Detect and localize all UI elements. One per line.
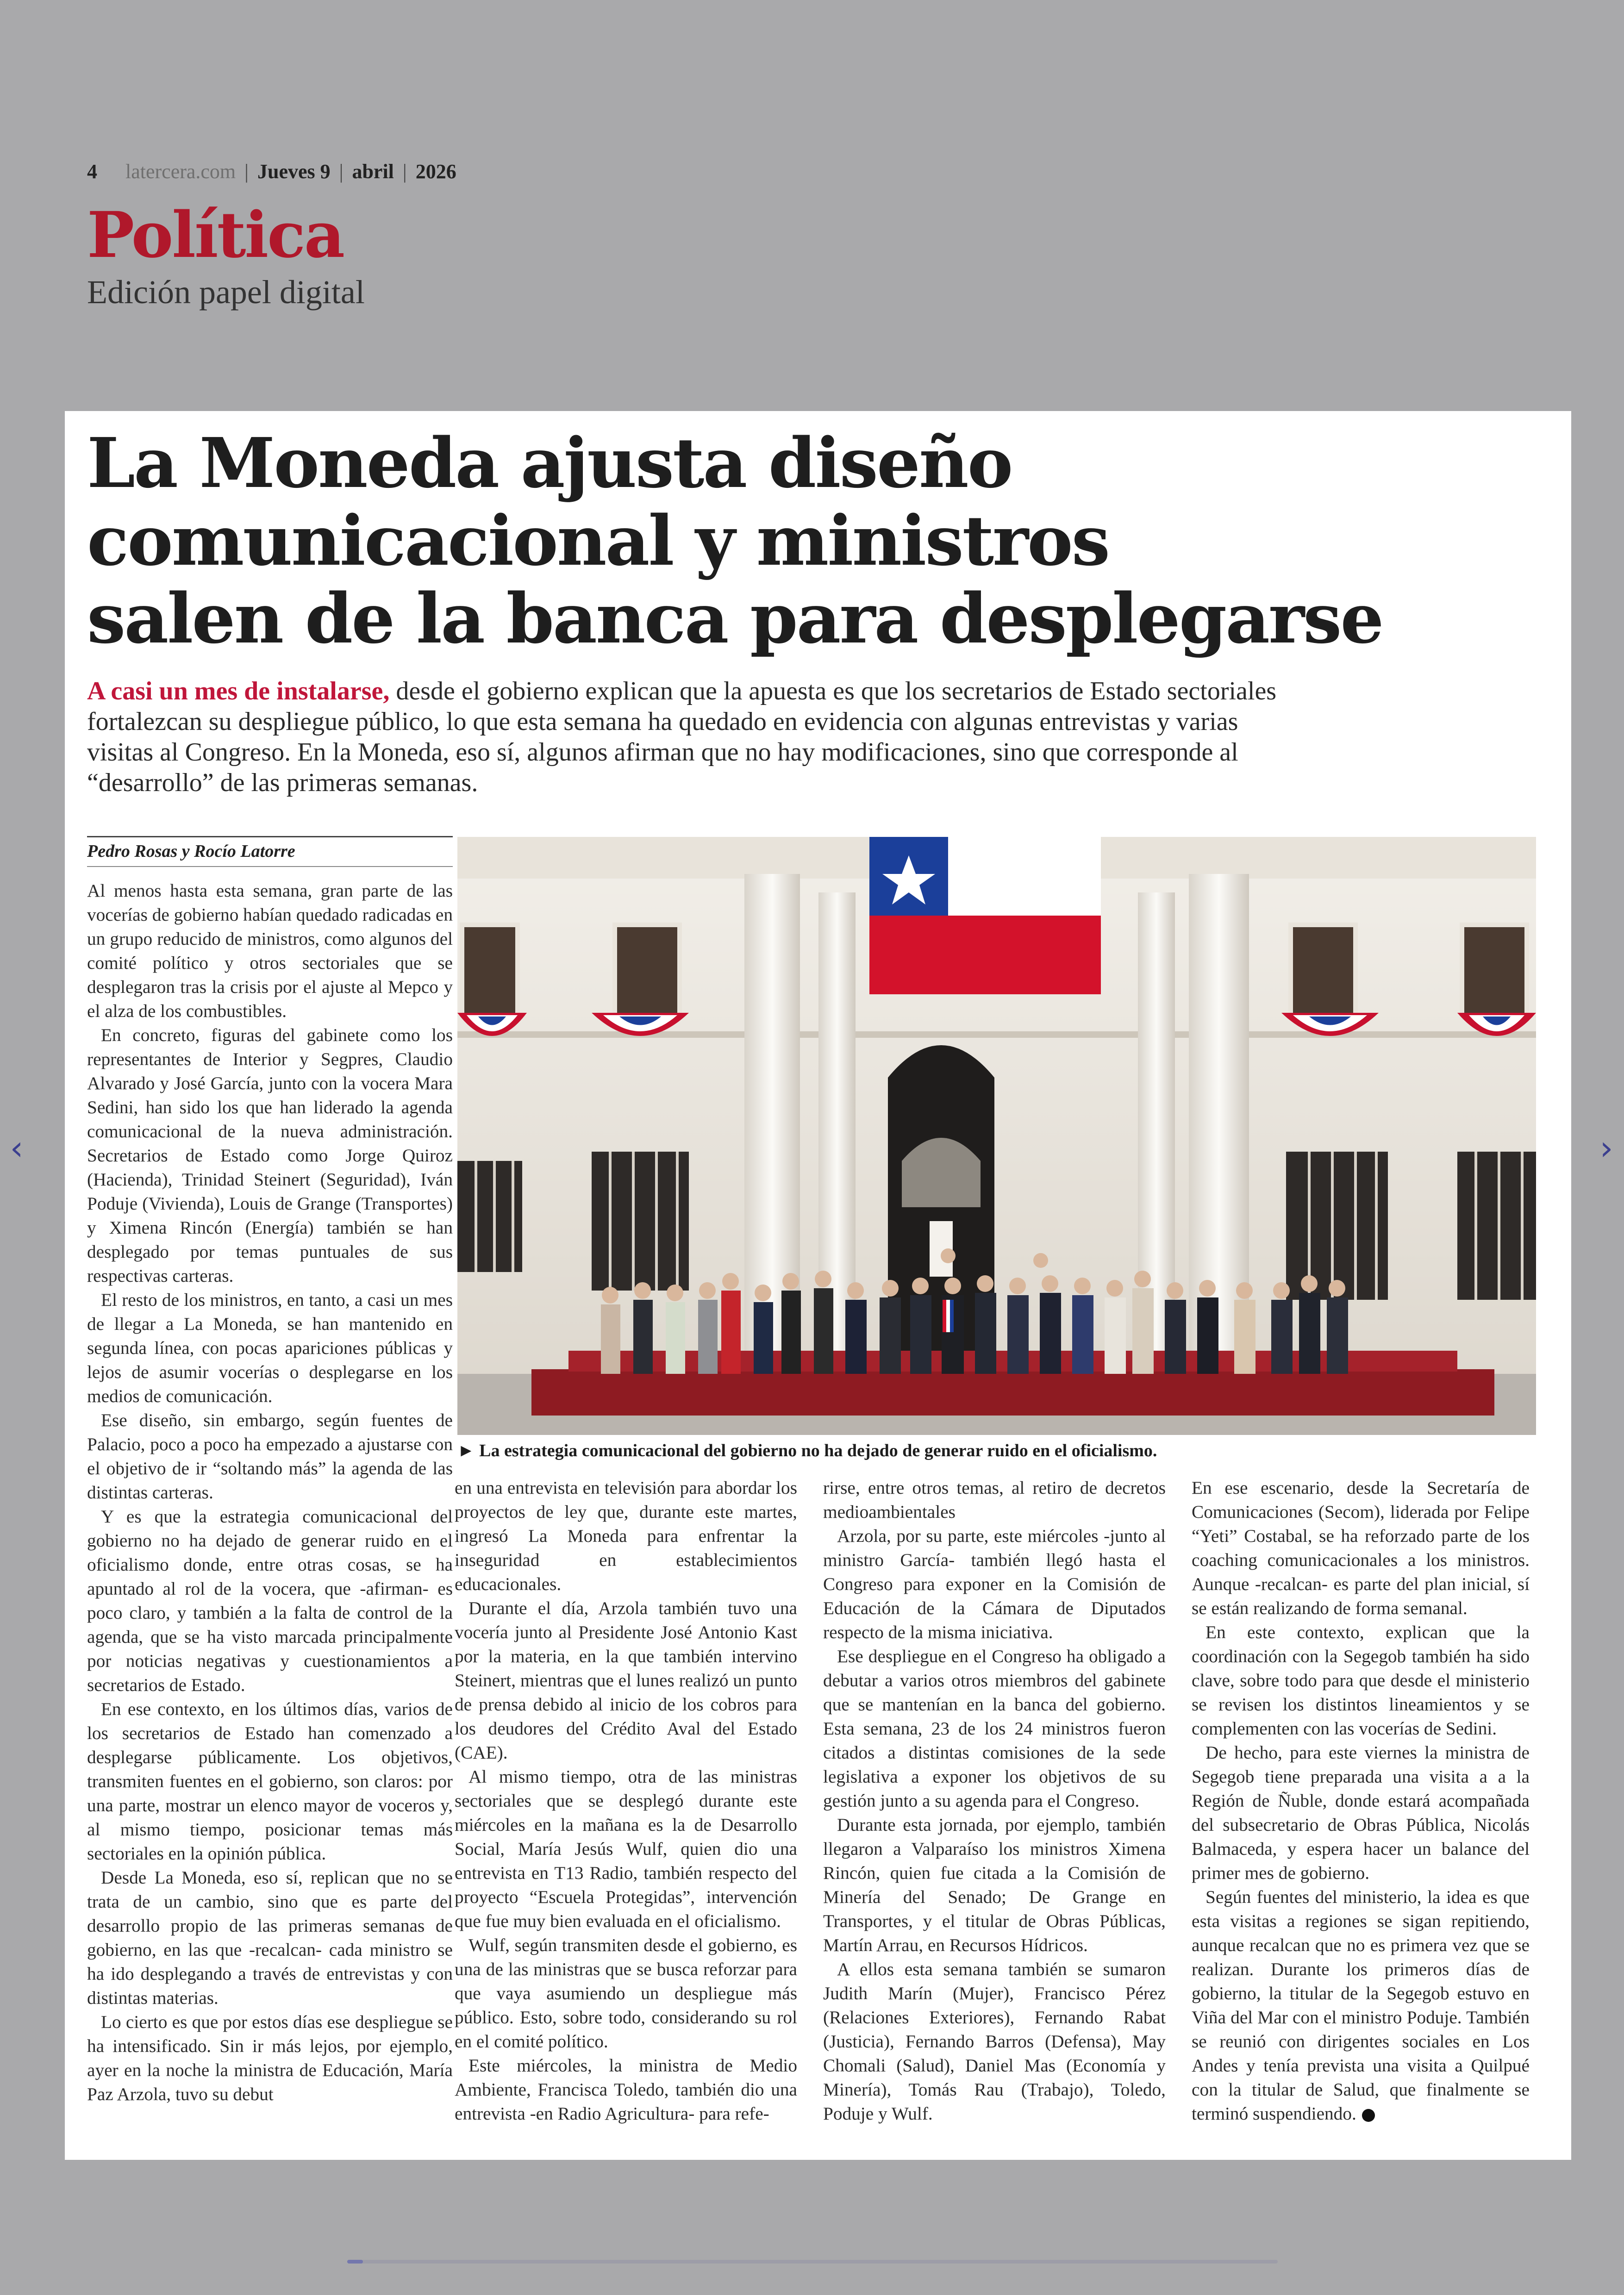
paragraph: De hecho, para este viernes la ministra de Segegob tiene preparada una visita a a la Región de Ñuble, donde estará acompañada del subsecretario de Obras Pública, Nicolás Balmaceda, y espera hacer un balance del primer mes de gobierno. (1192, 1742, 1530, 1883)
photo-caption: ► La estrategia comunicacional del gobierno no ha dejado de generar ruido en el oficialismo. (457, 1441, 1157, 1460)
paragraph: Ese diseño, sin embargo, según fuentes de Palacio, poco a poco ha empezado a ajustarse con el objetivo de ir “soltando más” la agenda de las distintas carteras. (87, 1410, 453, 1503)
lead-paragraph (87, 676, 1309, 798)
headline (87, 424, 1476, 657)
edition-label: Edición papel digital (87, 274, 365, 311)
paragraph: En ese contexto, en los últimos días, varios de los secretarios de Estado han comenzado a desplegarse públicamente. Los objetivos, transmiten fuentes en el gobierno, son claros: por una parte, mostrar un elenco mayor de voceros y, al mismo tiempo, posicionar temas más sectoriales en la opinión pública. (87, 1699, 453, 1864)
article-photo (457, 837, 1536, 1435)
issue-month: abril (352, 160, 394, 183)
end-of-article-icon (1362, 2109, 1375, 2122)
paragraph (1192, 1885, 1530, 2126)
paragraph: A ellos esta semana también se sumaron Judith Marín (Mujer), Francisco Pérez (Relaciones Exteriores), Fernando Rabat (Justicia), Fernando Barros (Defensa), May Chomali (Salud), Daniel Mas (Economía y Minería), Tomás Rau (Trabajo), Toledo, Poduje y Wulf. (823, 1959, 1166, 2124)
la-moneda-group-photo (457, 837, 1536, 1435)
paragraph: Y es que la estrategia comunicacional del gobierno no ha dejado de generar ruido en el oficialismo donde, entre otras cosas, se ha apuntado al rol de la vocera, que -afirman- es poco claro, y también a la falta de control de la agenda, que se ha visto marcada principalmente por noticias negativas y cuestionamientos a secretarios de Estado. (87, 1506, 453, 1695)
page-progress-fill (347, 2260, 363, 2264)
paragraph: Durante el día, Arzola también tuvo una vocería junto al Presidente José Antonio Kast por la materia, en la que también intervino Steinert, mientras que el lunes realizó un punto de prensa debido al inicio de los cobros para los deudores del Crédito Aval del Estado (CAE). (455, 1598, 797, 1763)
paragraph: rirse, entre otros temas, al retiro de decretos medioambientales (823, 1478, 1166, 1522)
paragraph: En este contexto, explican que la coordinación con la Segegob también ha sido clave, sobre todo para que desde el ministerio se revisen los distintos lineamientos y se complementen con las vocerías de Sedini. (1192, 1622, 1530, 1739)
paragraph: Al menos hasta esta semana, gran parte de las vocerías de gobierno habían quedado radicadas en un grupo reducido de ministros, como algunos del comité político y otros sectoriales que se desplegaron tras la crisis por el ajuste al Mepco y el alza de los combustibles. (87, 880, 453, 1021)
paragraph: En concreto, figuras del gabinete como los representantes de Interior y Segpres, Claudio Alvarado y José García, junto con la vocera Mara Sedini, han sido los que han liderado la agenda comunicacional de la nueva administración. Secretarios de Estado como Jorge Quiroz (Hacienda), Trinidad Steinert (Seguridad), Iván Poduje (Vivienda), Louis de Grange (Transportes) y Ximena Rincón (Energía) también se han desplegado por temas puntuales de sus respectivas carteras. (87, 1025, 453, 1286)
paragraph: Desde La Moneda, eso sí, replican que no se trata de un cambio, sino que es parte del desarrollo propio de las primeras semanas de gobierno, en las que -recalcan- cada ministro se ha ido desplegando a través de entrevistas y con distintas materias. (87, 1867, 453, 2008)
paragraph: Lo cierto es que por estos días ese despliegue se ha intensificado. Sin ir más lejos, por ejemplo, ayer en la noche la ministra de Educación, María Paz Arzola, tuvo su debut (87, 2012, 453, 2104)
headline-line: La Moneda ajusta diseño (87, 423, 1012, 503)
headline-line: comunicacional y ministros (87, 500, 1109, 581)
issue-bar: 4 latercera.com | Jueves 9 | abril | 2026 (87, 160, 456, 183)
article-column-4 (1192, 1476, 1530, 2126)
article-column-2 (455, 1476, 797, 2126)
paragraph: El resto de los ministros, en tanto, a casi un mes de llegar a La Moneda, se han mantenido en segunda línea, con pocas apariciones públicas y lejos de asumir vocerías o desplegarse en los medios de comunicación. (87, 1290, 453, 1406)
paragraph: Durante esta jornada, por ejemplo, también llegaron a Valparaíso los ministros Ximena Rincón, quien fue citada a la Comisión de Minería del Senado; De Grange en Transportes, y el titular de Obras Públicas, Martín Arrau, en Recursos Hídricos. (823, 1815, 1166, 1955)
issue-year: 2026 (415, 160, 456, 183)
paragraph: En ese escenario, desde la Secretaría de Comunicaciones (Secom), liderada por Felipe “Yeti” Costabal, se ha reforzado parte de los coaching comunicacionales a los ministros. Aunque -recalcan- es parte del plan inicial, sí se están realizando de forma semanal. (1192, 1478, 1530, 1618)
paragraph: Arzola, por su parte, este miércoles -junto al ministro García- también llegó hasta el Congreso para exponer en la Comisión de Educación de la Cámara de Diputados respecto de la misma iniciativa. (823, 1526, 1166, 1642)
chevron-right-icon[interactable]: › (1599, 1129, 1613, 1167)
section-title: Política (87, 198, 344, 272)
page-progress-bar[interactable] (347, 2260, 1278, 2264)
newspaper-page (65, 411, 1571, 2160)
paragraph: Wulf, según transmiten desde el gobierno, es una de las ministras que se busca reforzar para que vaya asumiendo un despliegue más público. Esto, sobre todo, considerando su rol en el comité político. (455, 1935, 797, 2052)
paragraph: Ese despliegue en el Congreso ha obligado a debutar a varios otros miembros del gabinete que se mantenían en la banca del gobierno. Esta semana, 23 de los 24 ministros fueron citados a distintas comisiones de la sede legislativa a exponer los objetivos de su gestión junto a su agenda para el Congreso. (823, 1646, 1166, 1811)
paragraph-text: Según fuentes del ministerio, la idea es que esta visitas a regiones se sigan repitiendo, aunque recalcan que no es primera vez que se realizan. Durante los primeros días de gobierno, la titular de la Segegob estuvo en Viña del Mar con el ministro Poduje. También se reunió con dirigentes sociales en Los Andes y tenía prevista una visita a Quilpué con la titular de Salud, que finalmente se terminó suspendiendo. (1192, 1887, 1530, 2124)
issue-day: Jueves 9 (257, 160, 331, 183)
paragraph: Este miércoles, la ministra de Medio Ambiente, Francisca Toledo, también dio una entrevista -en Radio Agricultura- para refe- (455, 2055, 797, 2124)
page-number: 4 (87, 160, 97, 183)
chevron-left-icon[interactable]: ‹ (10, 1129, 24, 1167)
paragraph: Al mismo tiempo, otra de las ministras sectoriales que se desplegó durante este miércoles en la mañana es la de Desarrollo Social, María Jesús Wulf, quien dio una entrevista en T13 Radio, también respecto del proyecto “Escuela Protegidas”, intervención que fue muy bien evaluada en el oficialismo. (455, 1766, 797, 1931)
site-name: latercera.com (125, 160, 236, 183)
byline: Pedro Rosas y Rocío Latorre (87, 836, 453, 867)
paragraph: en una entrevista en televisión para abordar los proyectos de ley que, durante este martes, ingresó La Moneda para enfrentar la inseguridad en establecimientos educacionales. (455, 1478, 797, 1594)
article-column-3 (823, 1476, 1166, 2126)
lead-highlight: A casi un mes de instalarse, (87, 677, 390, 705)
article-column-1 (87, 879, 453, 2106)
lead-text: desde el gobierno explican que la apuesta es que los secretarios de Estado sectoriales fortalezcan su despliegue público, lo que esta semana ha quedado en evidencia con algunas entrevistas y varias visitas al Congreso. En la Moneda, eso sí, algunos afirman que no hay modificaciones, sino que corresponde al “desarrollo” de las primeras semanas. (87, 677, 1277, 797)
headline-line: salen de la banca para desplegarse (87, 578, 1383, 659)
